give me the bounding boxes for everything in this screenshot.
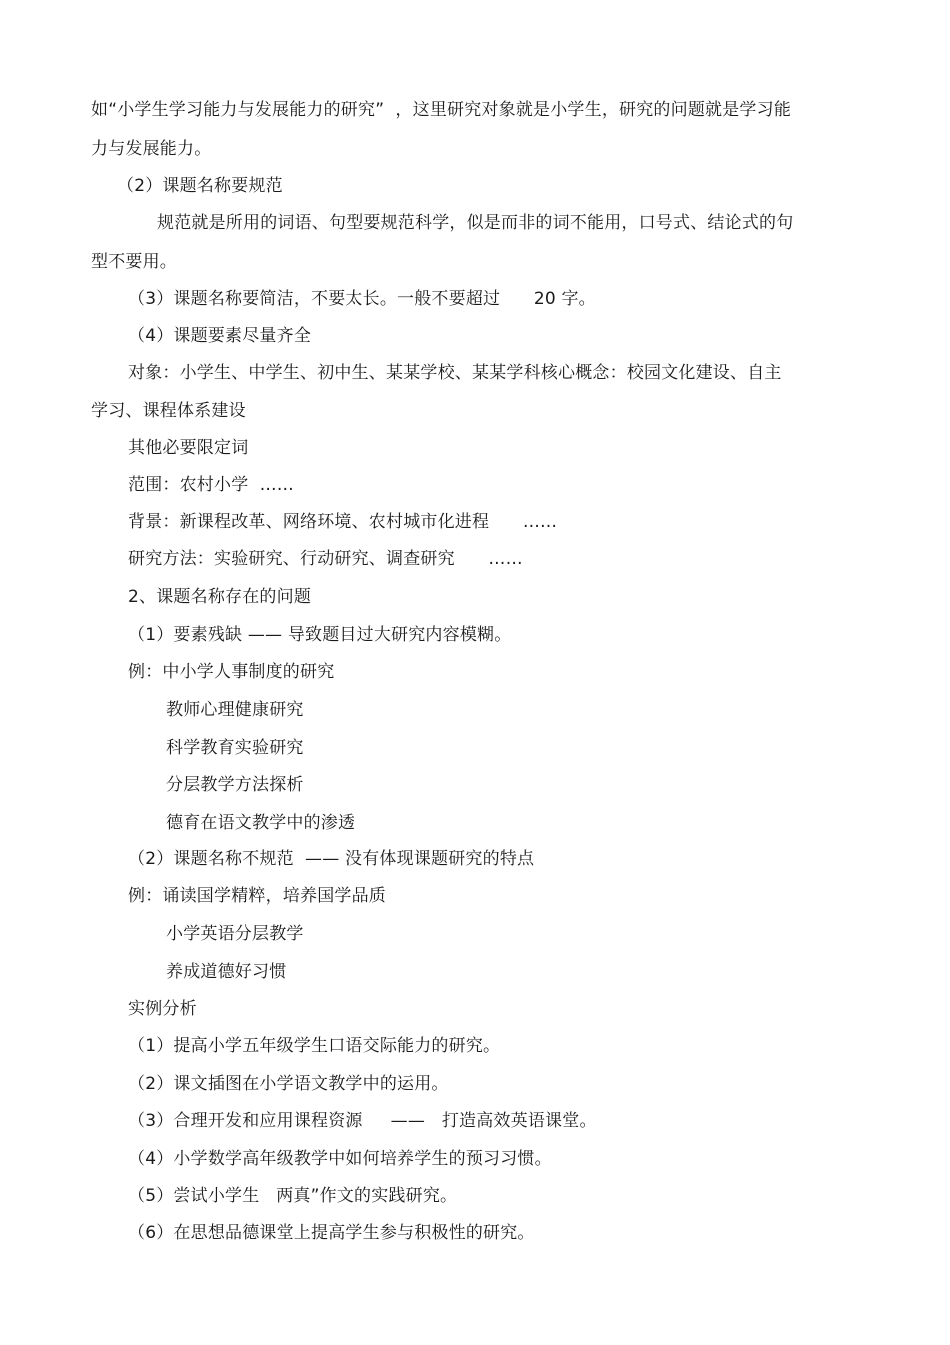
paragraph-line: 规范就是所用的词语、句型要规范科学，似是而非的词不能用，口号式、结论式的句 xyxy=(157,213,794,233)
list-item: （5）尝试小学生 两真”作文的实践研究。 xyxy=(128,1186,458,1206)
example-line: 养成道德好习惯 xyxy=(166,962,287,982)
paragraph-line: 对象：小学生、中学生、初中生、某某学校、某某学科核心概念：校园文化建设、自主 xyxy=(128,363,782,383)
section-heading: 实例分析 xyxy=(128,999,197,1019)
paragraph-line: 范围：农村小学 …… xyxy=(128,475,295,495)
paragraph-line: 背景：新课程改革、网络环境、农村城市化进程 …… xyxy=(128,512,558,532)
example-line: 例：诵读国学精粹，培养国学品质 xyxy=(128,886,386,906)
list-item: （1）提高小学五年级学生口语交际能力的研究。 xyxy=(128,1036,501,1056)
subheading: （1）要素残缺 —— 导致题目过大研究内容模糊。 xyxy=(128,625,512,645)
subheading: （4）课题要素尽量齐全 xyxy=(128,326,312,346)
paragraph-line: 力与发展能力。 xyxy=(91,139,212,159)
example-line: 德育在语文教学中的渗透 xyxy=(166,813,356,833)
subheading: （3）课题名称要简洁，不要太长。一般不要超过 20 字。 xyxy=(128,289,596,309)
subheading: （2）课题名称要规范 xyxy=(117,176,283,196)
list-item: （3）合理开发和应用课程资源 —— 打造高效英语课堂。 xyxy=(128,1111,597,1131)
subheading: （2）课题名称不规范 —— 没有体现课题研究的特点 xyxy=(128,849,535,869)
example-line: 小学英语分层教学 xyxy=(166,924,304,944)
paragraph-line: 其他必要限定词 xyxy=(128,438,249,458)
section-heading: 2、课题名称存在的问题 xyxy=(128,587,312,607)
example-line: 例：中小学人事制度的研究 xyxy=(128,662,335,682)
list-item: （4）小学数学高年级教学中如何培养学生的预习习惯。 xyxy=(128,1149,552,1169)
paragraph-line: 研究方法：实验研究、行动研究、调查研究 …… xyxy=(128,549,523,569)
paragraph-line: 学习、课程体系建设 xyxy=(91,401,246,421)
paragraph-line: 型不要用。 xyxy=(91,252,177,272)
list-item: （6）在思想品德课堂上提高学生参与积极性的研究。 xyxy=(128,1223,535,1243)
paragraph-line: 如“小学生学习能力与发展能力的研究” ，这里研究对象就是小学生，研究的问题就是学习能 xyxy=(91,100,792,120)
list-item: （2）课文插图在小学语文教学中的运用。 xyxy=(128,1074,449,1094)
example-line: 科学教育实验研究 xyxy=(166,738,304,758)
example-line: 分层教学方法探析 xyxy=(166,775,304,795)
example-line: 教师心理健康研究 xyxy=(166,700,304,720)
